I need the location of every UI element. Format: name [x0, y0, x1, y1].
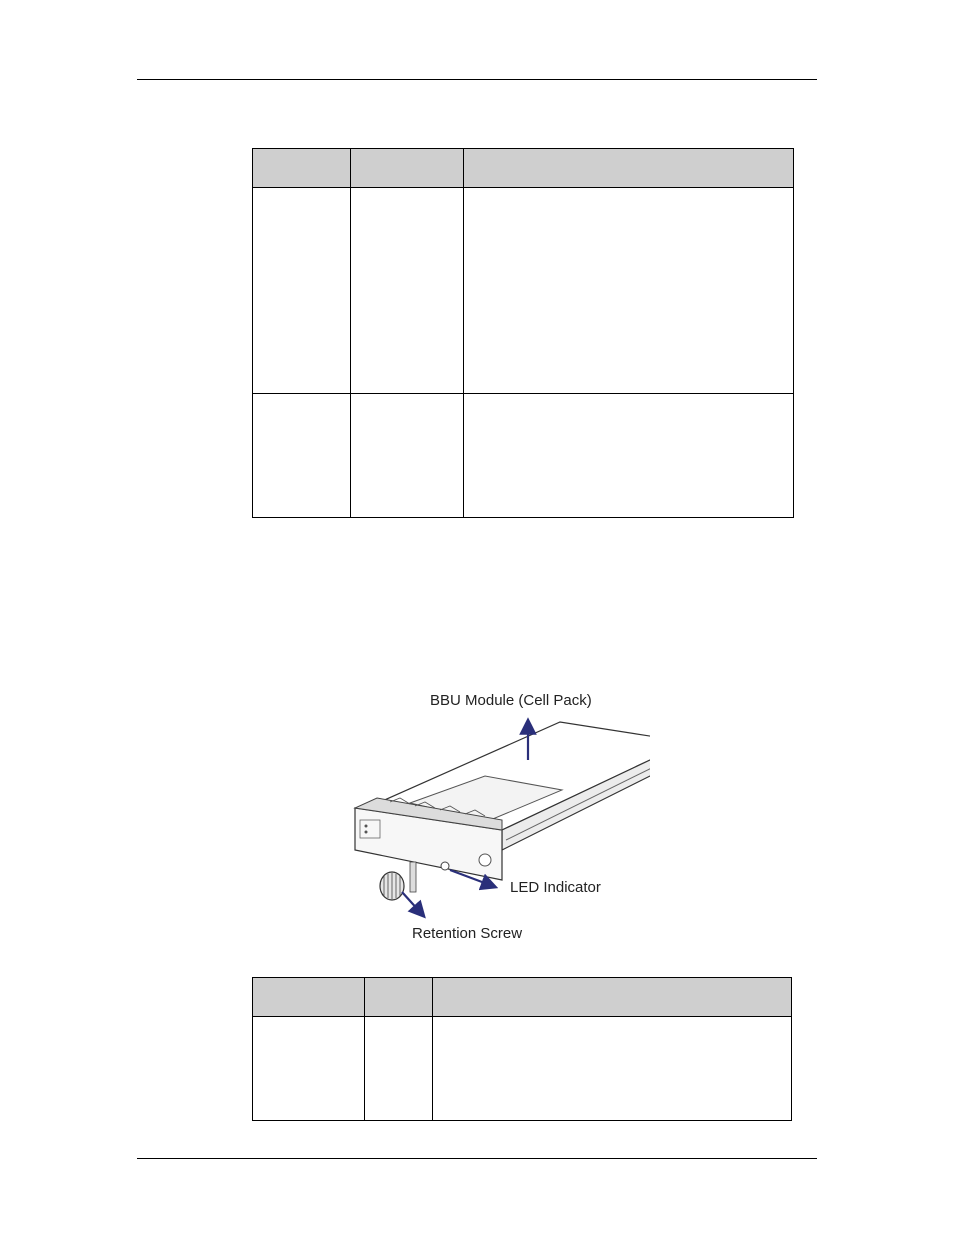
table-cell [464, 394, 794, 518]
table-cell [365, 1017, 433, 1121]
bbu-module-figure [330, 680, 650, 950]
table-header-cell [351, 149, 464, 188]
table-row [253, 188, 794, 394]
table-header-cell [253, 978, 365, 1017]
table-header-cell [365, 978, 433, 1017]
status-table [252, 148, 794, 518]
screw-callout-arrow [402, 892, 420, 912]
table-cell [351, 394, 464, 518]
table-cell [253, 394, 351, 518]
table-cell [253, 188, 351, 394]
led-callout-label: LED Indicator [510, 879, 601, 896]
bbu-module-illustration [330, 680, 650, 950]
screw-callout-label: Retention Screw [412, 925, 523, 942]
table-cell [351, 188, 464, 394]
table-header-cell [433, 978, 792, 1017]
table-cell [464, 188, 794, 394]
led-indicator-icon [441, 862, 449, 870]
table-header-cell [253, 149, 351, 188]
table-cell [433, 1017, 792, 1121]
table-row [253, 394, 794, 518]
table-header-cell [464, 149, 794, 188]
footer-rule [137, 1158, 817, 1159]
indicator-table [252, 977, 792, 1121]
module-callout-label: BBU Module (Cell Pack) [430, 692, 592, 709]
table-cell [253, 1017, 365, 1121]
table-row [253, 1017, 792, 1121]
header-rule [137, 79, 817, 80]
